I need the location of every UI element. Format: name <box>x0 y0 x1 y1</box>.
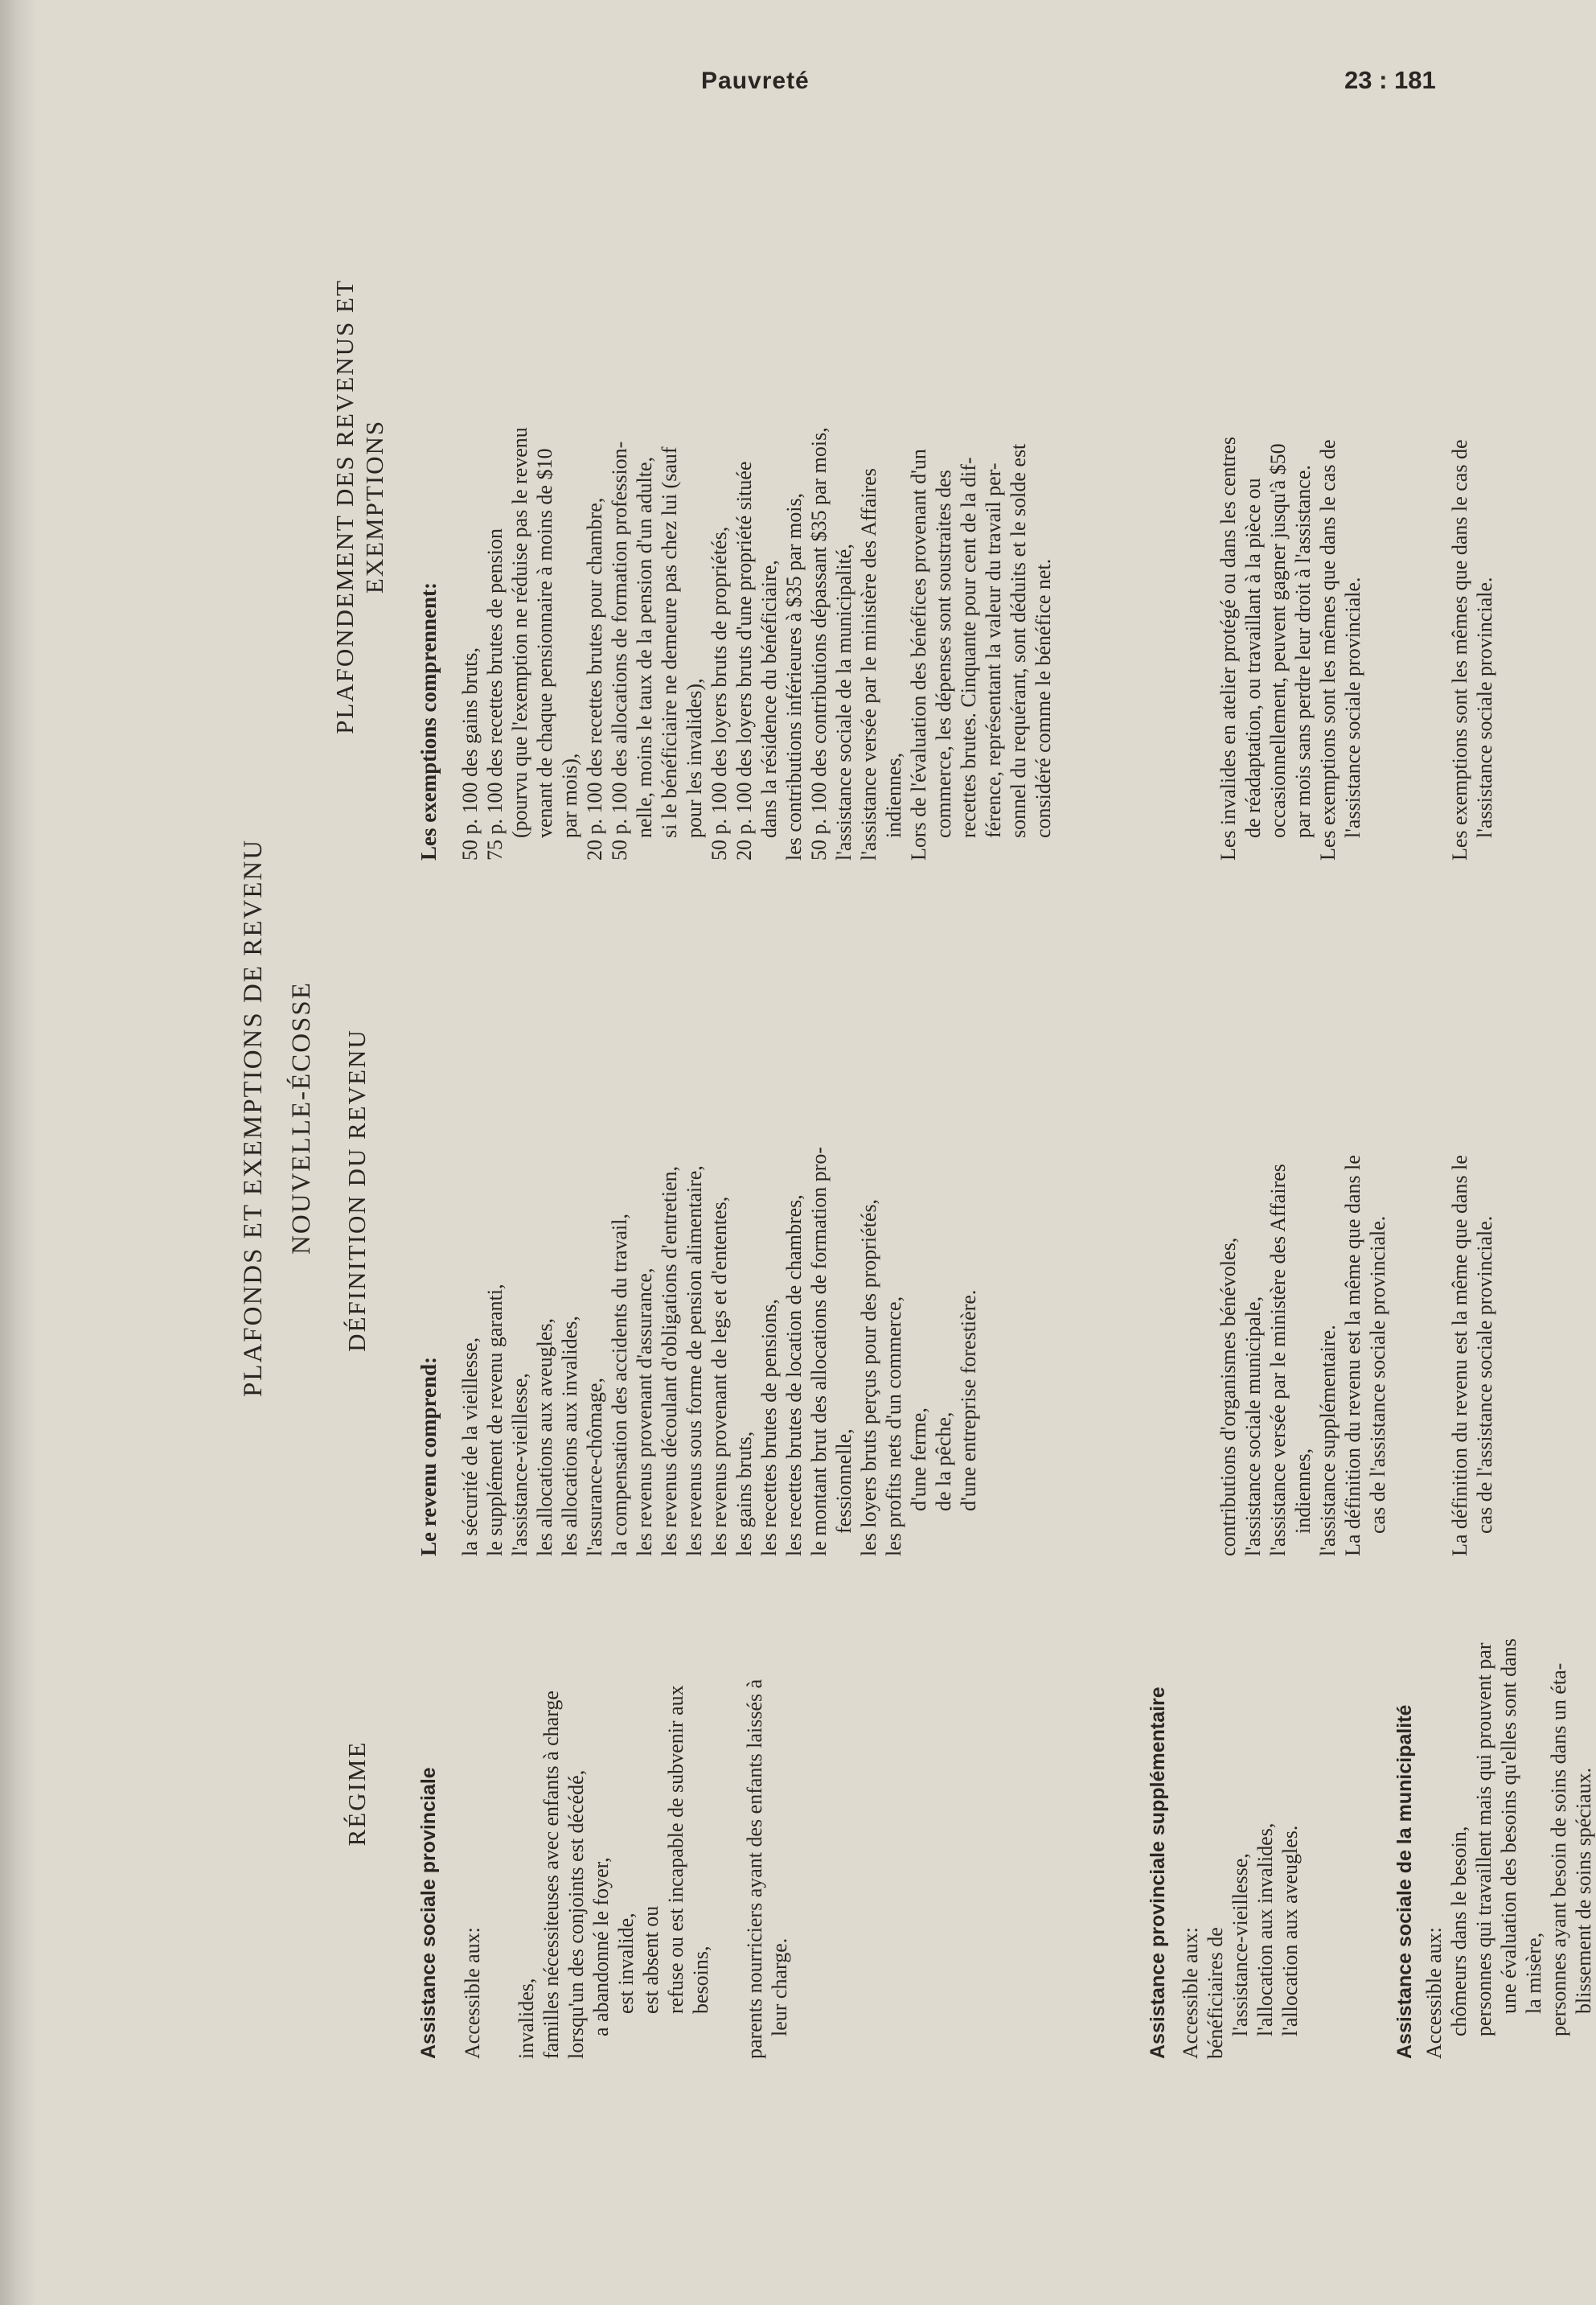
cell-line: si le bénéficiaire ne demeure pas chez lui (sauf <box>658 446 681 838</box>
table-province: NOUVELLE-ÉCOSSE <box>287 981 316 1255</box>
regime-cell <box>460 1576 792 2059</box>
cell-line: de réadaptation, ou travaillant à la pièce ou <box>1241 478 1265 838</box>
cell-line: l'assurance-chômage, <box>583 1378 606 1556</box>
cell-line: fessionnelle, <box>832 1428 855 1534</box>
cell-line: indiennes, <box>1291 1448 1315 1534</box>
cell-line: lorsqu'un des conjoints est décédé, <box>564 1769 588 2059</box>
cell-line: de la pêche, <box>932 1411 955 1511</box>
cell-line: est absent ou <box>639 1905 663 2014</box>
cell-line: l'assistance-vieillesse, <box>1229 1853 1252 2036</box>
cell-line: bénéficiaires de <box>1204 1927 1227 2059</box>
cell-line: les allocations aux aveugles, <box>533 1317 556 1556</box>
rotated-table <box>239 145 1595 2091</box>
definition-label: Le revenu comprend: <box>416 1357 441 1556</box>
running-header-title: Pauvreté <box>701 68 810 94</box>
cell-line: indiennes, <box>882 752 905 838</box>
plafond-cell <box>1447 161 1497 861</box>
cell-line: Lors de l'évaluation des bénéfices provenant d'un <box>907 449 930 861</box>
cell-line: la compensation des accidents du travail, <box>608 1214 631 1556</box>
cell-line: Les exemptions sont les mêmes que dans le cas de <box>1448 439 1471 861</box>
column-header-plafond <box>330 177 389 836</box>
cell-line: les revenus provenant de legs et d'ententes, <box>708 1196 731 1556</box>
cell-line: 50 p. 100 des gains bruts, <box>458 647 482 861</box>
cell-line: 75 p. 100 des recettes brutes de pension <box>483 528 507 861</box>
section-title: Assistance provinciale supplémentaire <box>1147 1687 1169 2059</box>
cell-line: besoins, <box>689 1945 712 2014</box>
cell-line: (pourvu que l'exemption ne réduise pas le revenu <box>508 427 531 838</box>
cell-line: par mois), <box>558 753 581 838</box>
cell-line: chômeurs dans le besoin, <box>1447 1826 1471 2036</box>
cell-line: cas de l'assistance sociale provinciale. <box>1366 1215 1389 1534</box>
cell-line: Les exemptions sont les mêmes que dans le cas de <box>1316 439 1340 861</box>
cell-line: d'une ferme, <box>907 1407 930 1511</box>
cell-line: occasionnellement, peuvent gagner jusqu'à $50 <box>1266 443 1290 838</box>
cell-line: La définition du revenu est la même que dans le <box>1448 1155 1471 1556</box>
cell-line: les profits nets d'un commerce, <box>882 1296 905 1556</box>
page-number: 23 : 181 <box>1344 66 1436 94</box>
table-title: PLAFONDS ET EXEMPTIONS DE REVENU <box>239 838 268 1398</box>
cell-line: 50 p. 100 des loyers bruts de propriétés, <box>708 526 731 861</box>
cell-line: 50 p. 100 des contributions dépassant $35 par mois, <box>807 427 831 861</box>
cell-line: les revenus découlant d'obligations d'entretien, <box>658 1165 681 1556</box>
column-header-definition: DÉFINITION DU REVENU <box>343 1029 371 1352</box>
column-header-plafond-line2: EXEMPTIONS <box>360 419 388 594</box>
cell-line: l'allocation aux invalides, <box>1253 1822 1277 2036</box>
cell-line: les recettes brutes de location de chambres, <box>782 1194 806 1556</box>
cell-line: 50 p. 100 des allocations de formation profession- <box>608 441 631 861</box>
cell-line: l'assistance sociale municipale, <box>1241 1296 1265 1556</box>
cell-line: considéré comme le bénéfice net. <box>1032 558 1055 838</box>
column-header-plafond-line1: PLAFONDEMENT DES REVENUS ET <box>330 279 359 734</box>
cell-line: Accessible aux: <box>461 1927 484 2059</box>
plafond-cell <box>416 161 1056 861</box>
cell-line: l'assistance versée par le ministère des Affaires <box>857 468 880 861</box>
cell-line: les contributions inférieures à $35 par mois, <box>782 492 806 861</box>
cell-line: les revenus sous forme de pension alimentaire, <box>683 1165 706 1556</box>
cell-line: l'assistance sociale provinciale. <box>1341 577 1364 838</box>
cell-line: Les invalides en atelier protégé ou dans les centres <box>1216 436 1240 861</box>
plafond-cell <box>1216 161 1365 861</box>
plafond-label: Les exemptions comprennent: <box>416 582 441 861</box>
cell-line: férence, représentant la valeur du travail per- <box>982 462 1005 838</box>
cell-line: Accessible aux: <box>1422 1927 1446 2059</box>
definition-cell <box>1216 897 1390 1556</box>
cell-line: l'allocation aux aveugles. <box>1278 1825 1302 2036</box>
binding-gutter <box>0 0 37 2305</box>
section-title: Assistance sociale de la municipalité <box>1393 1704 1416 2059</box>
cell-line: personnes ayant besoin de soins dans un éta- <box>1547 1662 1570 2036</box>
cell-line: l'assistance sociale de la municipalité, <box>832 544 855 861</box>
cell-line: est invalide, <box>614 1913 638 2014</box>
cell-line: parents nourriciers ayant des enfants laissés à <box>743 1678 766 2059</box>
cell-line: 20 p. 100 des recettes brutes pour chambre, <box>583 497 606 861</box>
cell-line: leur charge. <box>768 1937 791 2036</box>
cell-line: blissement de soins spéciaux. <box>1572 1767 1595 2014</box>
definition-cell <box>1447 897 1497 1556</box>
definition-cell <box>416 897 981 1556</box>
cell-line: La définition du revenu est la même que dans le <box>1341 1155 1364 1556</box>
column-header-regime: RÉGIME <box>343 1740 371 1847</box>
cell-line: personnes qui travaillent mais qui prouvent par <box>1472 1642 1495 2036</box>
cell-line: l'assistance-vieillesse, <box>508 1373 531 1556</box>
cell-line: l'assistance supplémentaire. <box>1316 1325 1340 1556</box>
cell-line: l'assistance sociale provinciale. <box>1473 577 1496 838</box>
cell-line: a abandonné le foyer, <box>589 1857 613 2036</box>
cell-line: la sécurité de la vieillesse, <box>458 1337 482 1556</box>
cell-line: les allocations aux invalides, <box>558 1316 581 1556</box>
cell-line: les loyers bruts perçus pour des propriétés, <box>857 1198 880 1556</box>
cell-line: le supplément de revenu garanti, <box>483 1284 507 1556</box>
cell-line: invalides, <box>515 1978 538 2059</box>
regime-cell <box>1422 1560 1596 2059</box>
section-title: Assistance sociale provinciale <box>417 1767 440 2059</box>
cell-line: l'assistance versée par le ministère des Affaires <box>1266 1164 1290 1556</box>
cell-line: le montant brut des allocations de formation pro- <box>807 1146 831 1556</box>
regime-cell <box>1178 1576 1303 2059</box>
cell-line: refuse ou est incapable de subvenir aux <box>664 1685 687 2014</box>
cell-line: sonnel du requérant, sont déduits et le solde est <box>1007 443 1030 838</box>
cell-line: d'une entreprise forestière. <box>957 1289 980 1511</box>
cell-line: nelle, moins le taux de la pension d'un adulte, <box>633 456 656 838</box>
cell-line: par mois sans perdre leur droit à l'assistance. <box>1291 465 1315 838</box>
cell-line: les gains bruts, <box>732 1431 756 1556</box>
cell-line: venant de chaque pensionnaire à moins de $10 <box>533 448 556 838</box>
cell-line: les recettes brutes de pensions, <box>757 1299 781 1556</box>
cell-line: une évaluation des besoins qu'elles sont dans <box>1497 1638 1520 2014</box>
cell-line: 20 p. 100 des loyers bruts d'une propriété située <box>732 461 756 861</box>
cell-line: Accessible aux: <box>1179 1927 1202 2059</box>
cell-line: contributions d'organismes bénévoles, <box>1216 1237 1240 1556</box>
cell-line: la misère, <box>1522 1932 1545 2014</box>
cell-line: dans la résidence du bénéficiaire, <box>757 560 781 838</box>
cell-line: recettes brutes. Cinquante pour cent de la dif- <box>957 457 980 838</box>
cell-line: commerce, les dépenses sont soustraites des <box>932 470 955 838</box>
cell-line: familles nécessiteuses avec enfants à charge <box>540 1691 563 2059</box>
cell-line: pour les invalides), <box>683 678 706 838</box>
cell-line: cas de l'assistance sociale provinciale. <box>1473 1215 1496 1534</box>
cell-line: les revenus provenant d'assurance, <box>633 1268 656 1556</box>
